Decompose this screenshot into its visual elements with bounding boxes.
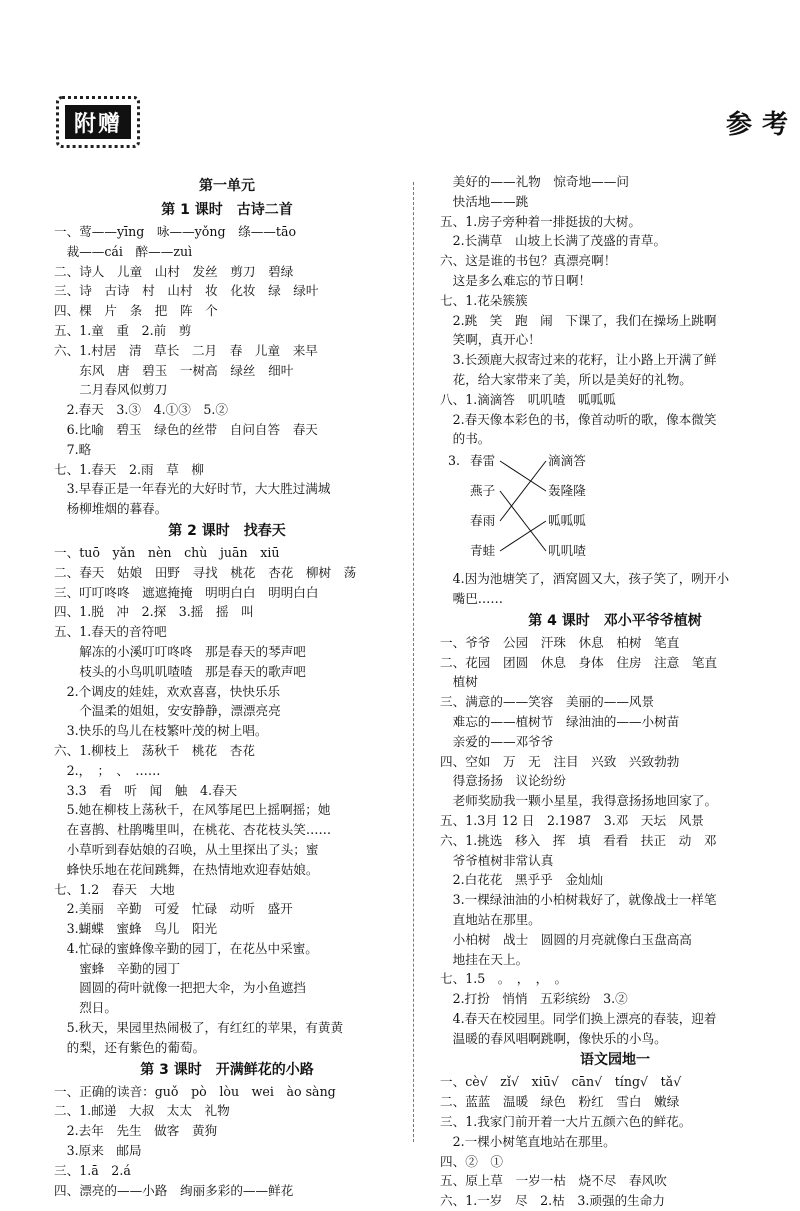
- lesson-3-answers-end: [440, 569, 790, 609]
- reference-answers-title: 参考: [725, 110, 798, 140]
- answer-line: 2.春天像本彩色的书，像首动听的歌，像本微笑: [440, 411, 717, 427]
- answer-line: 四、1.脱 冲 2.探 3.摇 摇 叫: [54, 604, 254, 620]
- answer-line: 二、1.邮递 大叔 太太 礼物: [54, 1103, 230, 1119]
- answer-line: 一、cè√ zǐ√ xiū√ cān√ tíng√ tǎ√: [440, 1074, 682, 1090]
- matching-exercise: [440, 449, 790, 569]
- answer-line: 3.快乐的鸟儿在枝繁叶茂的树上唱。: [54, 723, 268, 739]
- answer-line: 5.她在柳枝上荡秋千，在风筝尾巴上摇啊摇；她: [54, 802, 331, 818]
- answer-line: 五、原上草 一岁一枯 烧不尽 春风吹: [440, 1173, 667, 1189]
- answer-line: 2.白花花 黑乎乎 金灿灿: [440, 872, 604, 888]
- answer-line: 2.， ； 、 ……: [54, 762, 161, 778]
- answer-line: 美好的——礼物 惊奇地——问: [440, 174, 629, 189]
- match-line: [500, 521, 546, 551]
- answer-line: 六、1.村居 清 草长 二月 春 儿童 来早: [54, 342, 318, 358]
- matching-lines: [440, 449, 640, 569]
- answer-line: 2.打扮 悄悄 五彩缤纷 3.②: [440, 991, 628, 1007]
- answer-line: 圆圆的荷叶就像一把把大伞，为小鱼遮挡: [54, 980, 306, 996]
- unit-title: 第一单元: [199, 178, 255, 194]
- answer-line: 2.春天 3.③ 4.①③ 5.②: [54, 402, 229, 418]
- answer-line: 七、1.春天 2.雨 草 柳: [54, 461, 204, 477]
- answer-line: 嘴巴……: [440, 590, 503, 606]
- match-line: [500, 461, 546, 521]
- answer-line: 3.早春正是一年春光的大好时节，大大胜过满城: [54, 481, 331, 497]
- answer-line: 2.跳 笑 跑 闹 下课了，我们在操场上跳啊: [440, 312, 717, 328]
- answer-line: 一、爷爷 公园 汗珠 休息 柏树 笔直: [440, 634, 680, 650]
- answer-line: 五、1.房子旁种着一排挺拔的大树。: [440, 213, 641, 229]
- lesson-3-title: 第 3 课时 开满鲜花的小路: [140, 1061, 314, 1078]
- answer-line: 一、莺——yīng 咏——yǒng 绦——tāo: [54, 224, 297, 239]
- answer-line: 小草听到春姑娘的召唤，从土里探出了头；蜜: [54, 841, 319, 857]
- answer-line: 一、正确的读音：guǒ pò lòu wei ào sàng: [54, 1083, 336, 1099]
- answer-line: 蜂快乐地在花间跳舞，在热情地欢迎春姑娘。: [54, 861, 319, 877]
- answer-line: 八、1.滴滴答 叽叽喳 呱呱呱: [440, 391, 616, 407]
- answer-line: 4.因为池塘笑了，酒窝圆又大，孩子笑了，咧开小: [440, 571, 730, 587]
- answer-line: 2.一棵小树笔直地站在那里。: [440, 1133, 616, 1149]
- match-left-word: 青蛙: [470, 543, 496, 559]
- answer-line: 难忘的——植树节 绿油油的——小树苗: [440, 713, 680, 729]
- answer-line: 6.比喻 碧玉 绿色的丝带 自问自答 春天: [54, 421, 318, 437]
- answer-line: 五、1.3月 12 日 2.1987 3.邓 天坛 风景: [440, 812, 704, 828]
- garden-title: 语文园地一: [580, 1052, 650, 1069]
- answer-line: 枝头的小鸟叽叽喳喳 那是春天的歌声吧: [54, 663, 306, 679]
- answer-line: 2.长满草 山坡上长满了茂盛的青草。: [440, 233, 667, 249]
- answer-line: 3.3 看 听 闻 触 4.春天: [54, 782, 238, 798]
- answer-line: 3.原来 邮局: [54, 1143, 142, 1159]
- appendix-badge: [56, 96, 140, 148]
- column-divider: [413, 182, 414, 1142]
- answer-line: 直地站在那里。: [440, 911, 541, 927]
- answer-line: 老师奖励我一颗小星星，我得意扬扬地回家了。: [440, 793, 718, 809]
- appendix-badge-label: 附赠: [65, 105, 131, 139]
- answer-line: 三、1.我家门前开着一大片五颜六色的鲜花。: [440, 1114, 692, 1130]
- answer-line: 六、这是谁的书包？真漂亮啊！: [440, 253, 617, 269]
- answer-line: 得意扬扬 议论纷纷: [440, 773, 566, 789]
- answer-line: 六、1.挑选 移入 挥 填 看看 扶正 动 邓: [440, 832, 717, 848]
- answer-line: 2.美丽 辛勤 可爱 忙碌 动听 盛开: [54, 901, 293, 917]
- answer-line: 三、叮叮咚咚 遮遮掩掩 明明白白 明明白白: [54, 584, 319, 600]
- answer-line: 蜜蜂 辛勤的园丁: [54, 960, 180, 976]
- match-left-word: 春雷: [470, 453, 496, 469]
- answer-line: 二、蓝蓝 温暖 绿色 粉红 雪白 嫩绿: [440, 1094, 680, 1110]
- answer-line: 4.春天在校园里。同学们换上漂亮的春装，迎着: [440, 1010, 717, 1026]
- lesson-3-answers-continued: [440, 172, 790, 449]
- answer-line: 小柏树 战士 圆圆的月亮就像白玉盘高高: [440, 931, 692, 947]
- lesson-2-title: 第 2 课时 找春天: [168, 522, 286, 539]
- answer-line: 杨柳堆烟的暮春。: [54, 501, 168, 517]
- answer-line: 四、棵 片 条 把 阵 个: [54, 303, 218, 319]
- answer-line: 的梨，还有紫色的葡萄。: [54, 1039, 206, 1055]
- answer-line: 地挂在天上。: [440, 951, 529, 967]
- answer-line: 六、1.一岁 尽 2.枯 3.顽强的生命力: [440, 1193, 665, 1209]
- match-line: [500, 461, 546, 491]
- answer-line: 2.个调皮的娃娃，欢欢喜喜，快快乐乐: [54, 683, 281, 699]
- answer-line: 三、满意的——笑容 美丽的——风景: [440, 694, 655, 710]
- answer-line: 五、1.春天的音符吧: [54, 624, 167, 640]
- lesson-4-title: 第 4 课时 邓小平爷爷植树: [528, 612, 702, 629]
- answer-line: 3.蝴蝶 蜜蜂 鸟儿 阳光: [54, 921, 218, 937]
- garden-answers: [440, 1072, 790, 1211]
- answer-line: 五、1.童 重 2.前 剪: [54, 322, 192, 338]
- match-right-word: 滴滴答: [548, 453, 586, 469]
- right-column: [440, 172, 790, 1211]
- answer-line: 七、1.花朵簇簇: [440, 292, 528, 308]
- answer-line: 在喜鹊、杜鹃嘴里叫，在桃花、杏花枝头笑……: [54, 822, 332, 838]
- answer-line: 3.长颈鹿大叔寄过来的花籽，让小路上开满了鲜: [440, 352, 717, 368]
- lesson-1-title: 第 1 课时 古诗二首: [161, 202, 293, 218]
- answer-line: 笑啊，真开心！: [440, 332, 541, 348]
- match-right-word: 呱呱呱: [548, 513, 586, 529]
- answer-line: 快活地——跳: [440, 193, 529, 209]
- lesson-1-answers: [54, 222, 400, 519]
- answer-line: 七、1.5 。 ， ， 。: [440, 971, 568, 987]
- answer-line: 一、tuō yǎn nèn chù juān xiū: [54, 544, 280, 560]
- answer-line: 这是多么难忘的节日啊！: [440, 272, 592, 288]
- answer-line: 温暖的春风唱啊跳啊，像快乐的小鸟。: [440, 1030, 667, 1046]
- answer-line: 裁——cái 醉——zuì: [54, 243, 193, 259]
- answer-line: 四、② ①: [440, 1153, 503, 1169]
- matching-label: 3.: [448, 453, 461, 469]
- left-column: [54, 172, 400, 1200]
- answer-line: 解冻的小溪叮叮咚咚 那是春天的琴声吧: [54, 643, 306, 659]
- answer-line: 二、花园 团圆 休息 身体 住房 注意 笔直: [440, 654, 718, 670]
- answer-line: 四、空如 万 无 注目 兴致 兴致勃勃: [440, 753, 680, 769]
- match-right-word: 轰隆隆: [548, 483, 586, 499]
- answer-line: 二、春天 姑娘 田野 寻找 桃花 杏花 柳树 荡: [54, 564, 357, 580]
- answer-line: 3.一棵绿油油的小柏树栽好了，就像战士一样笔: [440, 892, 717, 908]
- answer-line: 个温柔的姐姐，安安静静，漂漂亮亮: [54, 703, 281, 719]
- answer-line: 5.秋天，果园里热闹极了，有红红的苹果，有黄黄: [54, 1020, 344, 1036]
- answer-line: 六、1.柳枝上 荡秋千 桃花 杏花: [54, 742, 255, 758]
- answer-line: 亲爱的——邓爷爷: [440, 733, 554, 749]
- match-right-word: 叽叽喳: [548, 543, 586, 559]
- answer-line: 7.略: [54, 441, 92, 457]
- answer-line: 的书。: [440, 431, 491, 447]
- answer-line: 4.忙碌的蜜蜂像辛勤的园丁，在花丛中采蜜。: [54, 940, 318, 956]
- answer-line: 爷爷植树非常认真: [440, 852, 554, 868]
- answer-line: 二月春风似剪刀: [54, 382, 168, 398]
- answer-line: 二、诗人 儿童 山村 发丝 剪刀 碧绿: [54, 263, 294, 279]
- answer-line: 七、1.2 春天 大地: [54, 881, 175, 897]
- answer-line: 烈日。: [54, 1000, 117, 1016]
- answer-line: 三、1.ā 2.á: [54, 1162, 131, 1178]
- answer-line: 2.去年 先生 做客 黄狗: [54, 1123, 218, 1139]
- lesson-3-answers: [54, 1082, 400, 1201]
- answer-line: 三、诗 古诗 村 山村 妆 化妆 绿 绿叶: [54, 283, 319, 299]
- lesson-2-answers: [54, 543, 400, 1058]
- answer-line: 四、漂亮的——小路 绚丽多彩的——鲜花: [54, 1182, 294, 1198]
- answer-line: 花，给大家带来了美，所以是美好的礼物。: [440, 371, 692, 387]
- match-left-word: 燕子: [470, 483, 496, 499]
- match-left-word: 春雨: [470, 513, 496, 529]
- answer-line: 植树: [440, 674, 478, 690]
- match-line: [500, 491, 546, 551]
- answer-line: 东风 唐 碧玉 一树高 绿丝 细叶: [54, 362, 294, 378]
- lesson-4-answers: [440, 633, 790, 1049]
